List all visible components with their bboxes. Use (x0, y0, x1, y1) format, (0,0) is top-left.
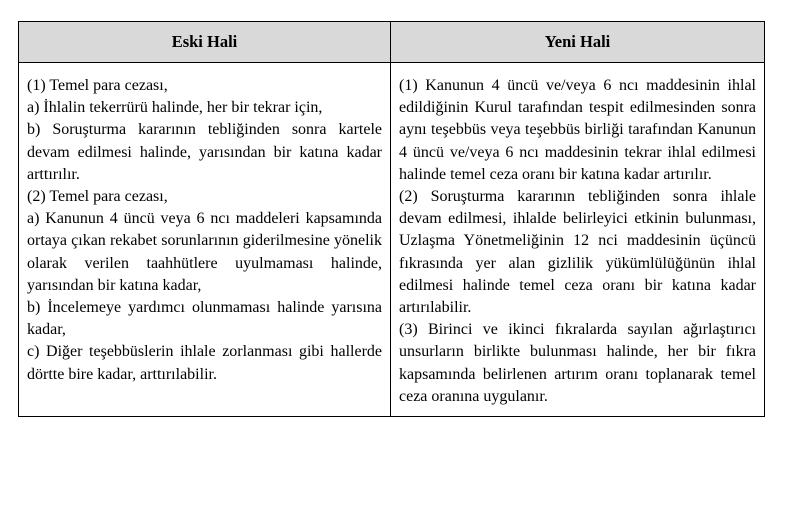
old-paragraph: (2) Temel para cezası, (27, 188, 168, 206)
old-paragraph: b) İncelemeye yardımcı olunmaması halinde yarısına kadar, (27, 299, 382, 339)
new-paragraph: (1) Kanunun 4 üncü ve/veya 6 ncı maddesinin ihlal edildiğinin Kurul tarafından tespit edilmesinden sonra aynı teşebbüs veya teşebbüs birliği tarafından Kanunun 4 üncü ve/veya 6 ncı maddesinin tekrar ihlal edilmesi halinde temel ceza oranı bir katına kadar artırılır. (399, 77, 756, 183)
content-row (19, 63, 765, 417)
header-new: Yeni Hali (391, 22, 765, 63)
old-paragraph: b) Soruşturma kararının tebliğinden sonra kartele devam edilmesi halinde, yarısından bir katına kadar arttırılır. (27, 121, 382, 183)
header-old: Eski Hali (19, 22, 391, 63)
new-paragraph: (2) Soruşturma kararının tebliğinden sonra ihlale devam edilmesi, ihlalde belirleyici etkinin bulunması, Uzlaşma Yönetmeliğinin 12 nci maddesinin üçüncü fıkrasında yer alan gizlilik yükümlülüğünün ihlal edilmesi halinde temel ceza oranı bir katına kadar artırılabilir. (399, 188, 756, 317)
old-text-cell (19, 63, 391, 417)
old-paragraph: c) Diğer teşebbüslerin ihlale zorlanması gibi hallerde dörtte bire kadar, arttırılabilir. (27, 343, 382, 383)
header-row (19, 22, 765, 63)
new-paragraph: (3) Birinci ve ikinci fıkralarda sayılan ağırlaştırıcı unsurların birlikte bulunması halinde, her bir fıkra kapsamında belirlenen artırım oranı toplanarak temel ceza oranına uygulanır. (399, 321, 756, 405)
new-text-cell (391, 63, 765, 417)
old-paragraph: (1) Temel para cezası, (27, 77, 168, 94)
old-paragraph: a) Kanunun 4 üncü veya 6 ncı maddeleri kapsamında ortaya çıkan rekabet sorunlarının giderilmesine yönelik olarak verilen taahhütlere uyulmaması halinde, yarısından bir katına kadar, (27, 210, 382, 294)
old-paragraph: a) İhlalin tekerrürü halinde, her bir tekrar için, (27, 99, 323, 117)
comparison-table (18, 21, 765, 417)
